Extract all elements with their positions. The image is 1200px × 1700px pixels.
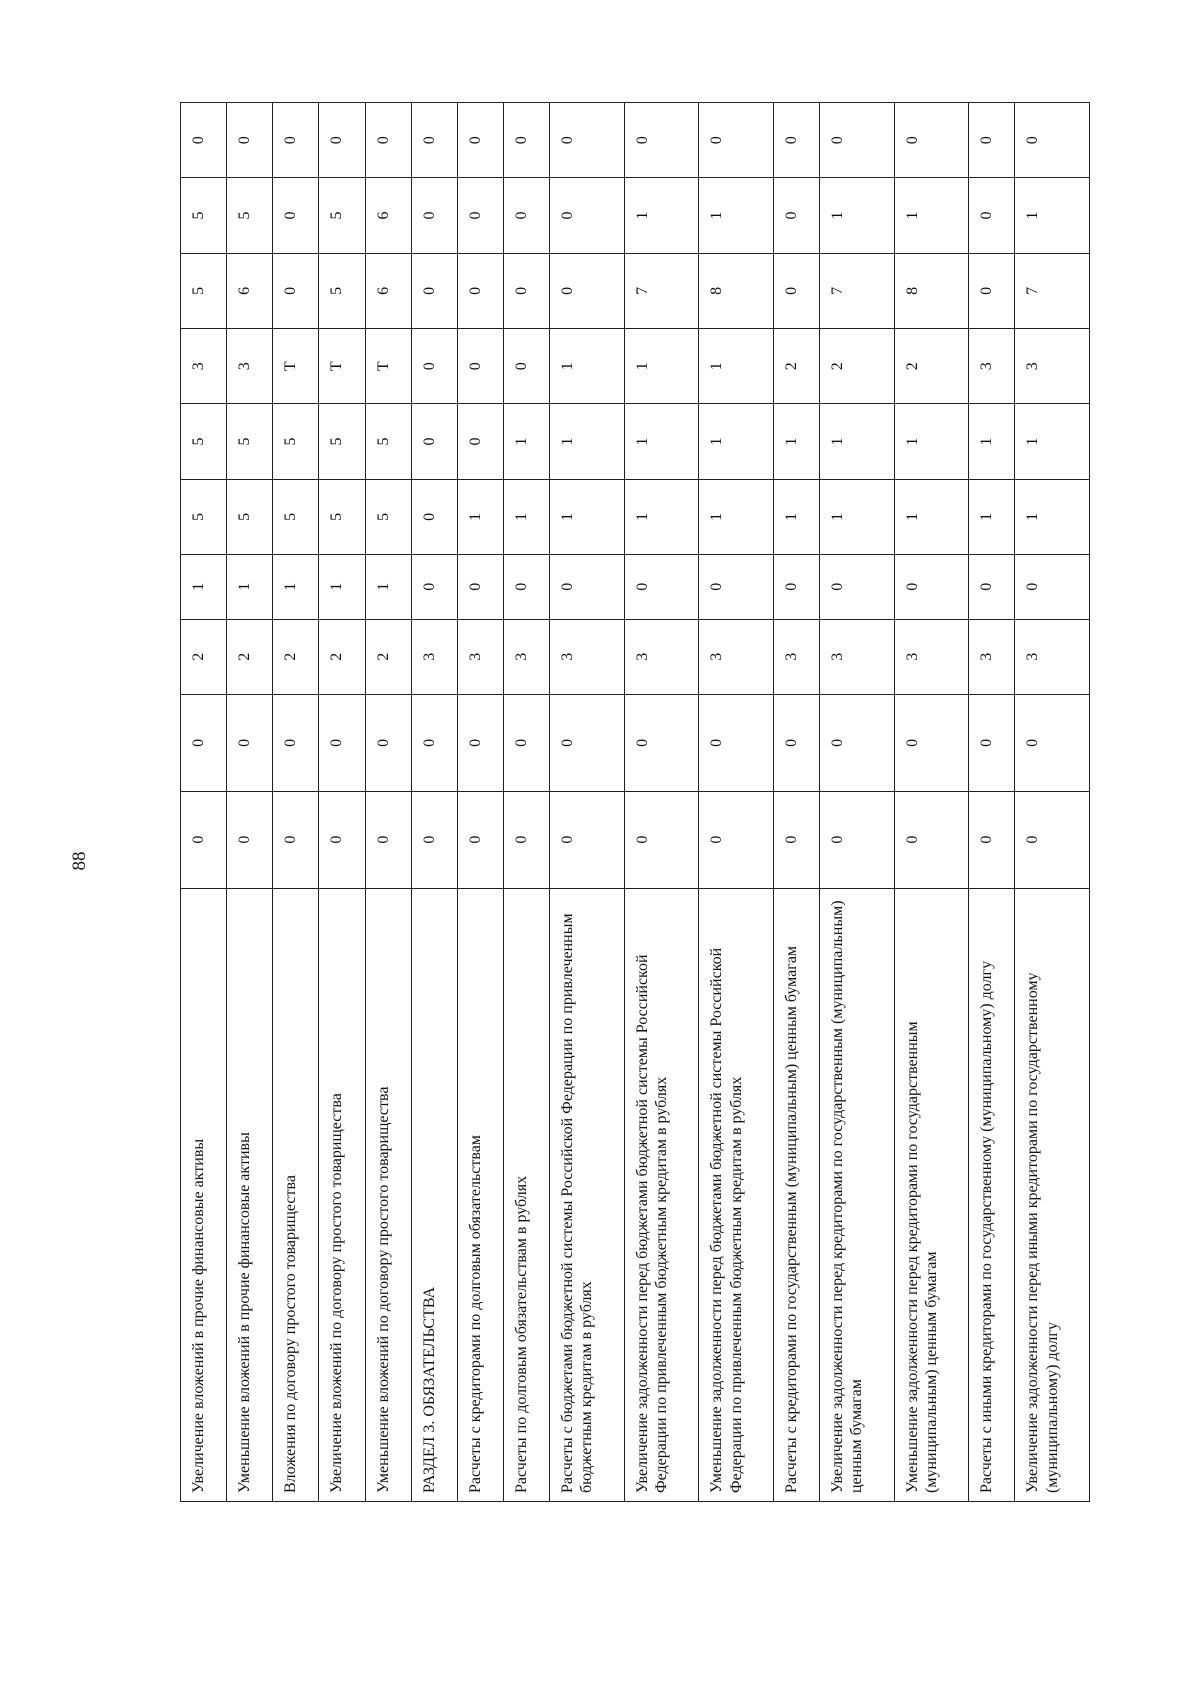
code-cell: 0 (550, 694, 625, 791)
code-cell: 1 (624, 329, 699, 404)
table-row (365, 103, 411, 1502)
code-cell: 0 (550, 253, 625, 328)
row-label: Увеличение вложений в прочие финансовые активы (181, 888, 227, 1501)
code-cell: 3 (411, 619, 457, 694)
code-cell: 0 (699, 791, 774, 888)
code-cell: 1 (550, 329, 625, 404)
code-cell: 0 (457, 555, 503, 620)
code-cell: 0 (181, 694, 227, 791)
code-cell: 0 (365, 694, 411, 791)
code-cell: 0 (411, 253, 457, 328)
table-row (504, 103, 550, 1502)
code-cell: 3 (773, 619, 819, 694)
code-cell: 7 (1015, 253, 1090, 328)
code-cell: 1 (699, 479, 774, 554)
code-cell: 0 (969, 103, 1015, 178)
budget-classification-table (180, 102, 1090, 1502)
code-cell: 0 (624, 791, 699, 888)
code-cell: 0 (273, 253, 319, 328)
code-cell: 0 (773, 103, 819, 178)
code-cell: 1 (273, 555, 319, 620)
code-cell: 0 (699, 694, 774, 791)
table-row (820, 103, 895, 1502)
code-cell: 0 (820, 103, 895, 178)
code-cell: 5 (273, 404, 319, 479)
code-cell: 0 (504, 253, 550, 328)
code-cell: 3 (1015, 329, 1090, 404)
code-cell: 5 (227, 178, 273, 253)
code-cell: 0 (624, 555, 699, 620)
row-label: Расчеты по долговым обязательствам в рублях (504, 888, 550, 1501)
code-cell: 0 (969, 253, 1015, 328)
code-cell: 1 (969, 479, 1015, 554)
code-cell: 5 (319, 178, 365, 253)
code-cell: 1 (624, 178, 699, 253)
table-row (773, 103, 819, 1502)
code-cell: 1 (820, 404, 895, 479)
table-row (411, 103, 457, 1502)
rotated-table-container (180, 102, 1090, 1502)
code-cell: 0 (1015, 555, 1090, 620)
code-cell: 3 (699, 619, 774, 694)
code-cell: 0 (699, 555, 774, 620)
code-cell: 0 (773, 178, 819, 253)
code-cell: 0 (411, 178, 457, 253)
row-label: Вложения по договору простого товарищества (273, 888, 319, 1501)
row-label: Уменьшение вложений в прочие финансовые активы (227, 888, 273, 1501)
code-cell: 0 (411, 555, 457, 620)
code-cell: 1 (699, 404, 774, 479)
code-cell: 5 (181, 178, 227, 253)
code-cell: 7 (624, 253, 699, 328)
code-cell: 0 (1015, 791, 1090, 888)
code-cell: 1 (624, 479, 699, 554)
code-cell: 1 (820, 479, 895, 554)
row-label: Уменьшение вложений по договору простого товарищества (365, 888, 411, 1501)
code-cell: 0 (504, 329, 550, 404)
code-cell: Т (319, 329, 365, 404)
code-cell: 0 (273, 791, 319, 888)
code-cell: 0 (457, 329, 503, 404)
code-cell: 0 (820, 694, 895, 791)
code-cell: 0 (624, 103, 699, 178)
code-cell: 1 (773, 404, 819, 479)
table-row (319, 103, 365, 1502)
code-cell: 0 (457, 103, 503, 178)
code-cell: 3 (894, 619, 969, 694)
code-cell: 0 (1015, 694, 1090, 791)
code-cell: 0 (319, 791, 365, 888)
code-cell: 0 (457, 178, 503, 253)
code-cell: 0 (969, 555, 1015, 620)
code-cell: 3 (820, 619, 895, 694)
code-cell: 5 (319, 404, 365, 479)
code-cell: 1 (550, 404, 625, 479)
code-cell: 0 (227, 791, 273, 888)
table-row (969, 103, 1015, 1502)
code-cell: 1 (365, 555, 411, 620)
row-label: Расчеты с кредиторами по государственным (муниципальным) ценным бумагам (773, 888, 819, 1501)
code-cell: 0 (457, 404, 503, 479)
code-cell: 5 (273, 479, 319, 554)
code-cell: 1 (820, 178, 895, 253)
code-cell: 3 (1015, 619, 1090, 694)
code-cell: 0 (773, 791, 819, 888)
code-cell: 1 (894, 479, 969, 554)
code-cell: 3 (624, 619, 699, 694)
code-cell: 0 (969, 178, 1015, 253)
code-cell: 0 (894, 103, 969, 178)
code-cell: 2 (773, 329, 819, 404)
code-cell: 5 (181, 479, 227, 554)
code-cell: 3 (181, 329, 227, 404)
code-cell: 0 (457, 253, 503, 328)
code-cell: 5 (365, 404, 411, 479)
code-cell: 0 (365, 103, 411, 178)
table-row (181, 103, 227, 1502)
code-cell: 1 (1015, 404, 1090, 479)
code-cell: 0 (699, 103, 774, 178)
code-cell: 5 (181, 253, 227, 328)
table-row (699, 103, 774, 1502)
code-cell: 0 (504, 791, 550, 888)
table-row (550, 103, 625, 1502)
row-label: Увеличение задолженности перед иными кредиторами по государственному (муниципальному) долгу (1015, 888, 1090, 1501)
code-cell: 1 (969, 404, 1015, 479)
code-cell: 1 (504, 479, 550, 554)
row-label: Расчеты с кредиторами по долговым обязательствам (457, 888, 503, 1501)
code-cell: 0 (894, 694, 969, 791)
code-cell: 5 (319, 253, 365, 328)
code-cell: 0 (773, 694, 819, 791)
code-cell: 3 (504, 619, 550, 694)
code-cell: 8 (894, 253, 969, 328)
code-cell: 0 (820, 555, 895, 620)
page-number: 88 (69, 851, 90, 871)
row-label: Увеличение задолженности перед кредиторами по государственным (муниципальным) ценным бумагам (820, 888, 895, 1501)
code-cell: 3 (550, 619, 625, 694)
code-cell: 1 (894, 178, 969, 253)
code-cell: 6 (365, 178, 411, 253)
code-cell: 2 (820, 329, 895, 404)
code-cell: 0 (969, 694, 1015, 791)
row-label: Увеличение задолженности перед бюджетами бюджетной системы Российской Федерации по привлеченным бюджетным кредитам в рублях (624, 888, 699, 1501)
code-cell: 2 (894, 329, 969, 404)
code-cell: 1 (504, 404, 550, 479)
code-cell: 1 (181, 555, 227, 620)
code-cell: 6 (227, 253, 273, 328)
table-row (457, 103, 503, 1502)
table-row (227, 103, 273, 1502)
code-cell: 2 (181, 619, 227, 694)
code-cell: Т (273, 329, 319, 404)
code-cell: 5 (227, 479, 273, 554)
code-cell: 0 (504, 555, 550, 620)
code-cell: 0 (411, 103, 457, 178)
row-label: Уменьшение задолженности перед кредиторами по государственным (муниципальным) ценным бумагам (894, 888, 969, 1501)
code-cell: 0 (411, 694, 457, 791)
code-cell: 5 (181, 404, 227, 479)
code-cell: 0 (411, 404, 457, 479)
code-cell: 0 (820, 791, 895, 888)
code-cell: 0 (181, 791, 227, 888)
code-cell: 5 (365, 479, 411, 554)
code-cell: 7 (820, 253, 895, 328)
code-cell: 2 (319, 619, 365, 694)
code-cell: 1 (457, 479, 503, 554)
code-cell: 5 (227, 404, 273, 479)
code-cell: 1 (227, 555, 273, 620)
row-label: Расчеты с бюджетами бюджетной системы Российской Федерации по привлеченным бюджетным кредитам в рублях (550, 888, 625, 1501)
code-cell: 2 (273, 619, 319, 694)
code-cell: 0 (969, 791, 1015, 888)
code-cell: 0 (411, 329, 457, 404)
code-cell: 0 (411, 791, 457, 888)
code-cell: 1 (1015, 479, 1090, 554)
table-row (1015, 103, 1090, 1502)
code-cell: 1 (550, 479, 625, 554)
code-cell: 0 (365, 791, 411, 888)
code-cell: 0 (227, 103, 273, 178)
code-cell: 0 (227, 694, 273, 791)
code-cell: 2 (227, 619, 273, 694)
code-cell: 0 (319, 694, 365, 791)
code-cell: Т (365, 329, 411, 404)
table-row (273, 103, 319, 1502)
code-cell: 0 (550, 791, 625, 888)
code-cell: 0 (773, 253, 819, 328)
code-cell: 0 (504, 103, 550, 178)
code-cell: 0 (273, 103, 319, 178)
code-cell: 1 (699, 329, 774, 404)
code-cell: 1 (624, 404, 699, 479)
code-cell: 3 (227, 329, 273, 404)
code-cell: 0 (273, 694, 319, 791)
code-cell: 0 (624, 694, 699, 791)
table-row (624, 103, 699, 1502)
code-cell: 0 (773, 555, 819, 620)
code-cell: 0 (181, 103, 227, 178)
code-cell: 0 (894, 791, 969, 888)
table-row (894, 103, 969, 1502)
code-cell: 1 (699, 178, 774, 253)
code-cell: 2 (365, 619, 411, 694)
code-cell: 0 (504, 694, 550, 791)
row-label: Уменьшение задолженности перед бюджетами бюджетной системы Российской Федерации по привлеченным бюджетным кредитам в рублях (699, 888, 774, 1501)
code-cell: 1 (894, 404, 969, 479)
code-cell: 3 (969, 619, 1015, 694)
code-cell: 0 (457, 791, 503, 888)
code-cell: 1 (773, 479, 819, 554)
code-cell: 0 (273, 178, 319, 253)
code-cell: 6 (365, 253, 411, 328)
code-cell: 0 (411, 479, 457, 554)
code-cell: 1 (319, 555, 365, 620)
code-cell: 0 (319, 103, 365, 178)
code-cell: 8 (699, 253, 774, 328)
code-cell: 0 (894, 555, 969, 620)
code-cell: 0 (550, 555, 625, 620)
code-cell: 0 (504, 178, 550, 253)
row-label: Расчеты с иными кредиторами по государственному (муниципальному) долгу (969, 888, 1015, 1501)
code-cell: 1 (1015, 178, 1090, 253)
code-cell: 5 (319, 479, 365, 554)
code-cell: 0 (550, 178, 625, 253)
code-cell: 3 (457, 619, 503, 694)
code-cell: 0 (457, 694, 503, 791)
code-cell: 0 (1015, 103, 1090, 178)
code-cell: 3 (969, 329, 1015, 404)
row-label: Увеличение вложений по договору простого товарищества (319, 888, 365, 1501)
row-label: РАЗДЕЛ 3. ОБЯЗАТЕЛЬСТВА (411, 888, 457, 1501)
code-cell: 0 (550, 103, 625, 178)
